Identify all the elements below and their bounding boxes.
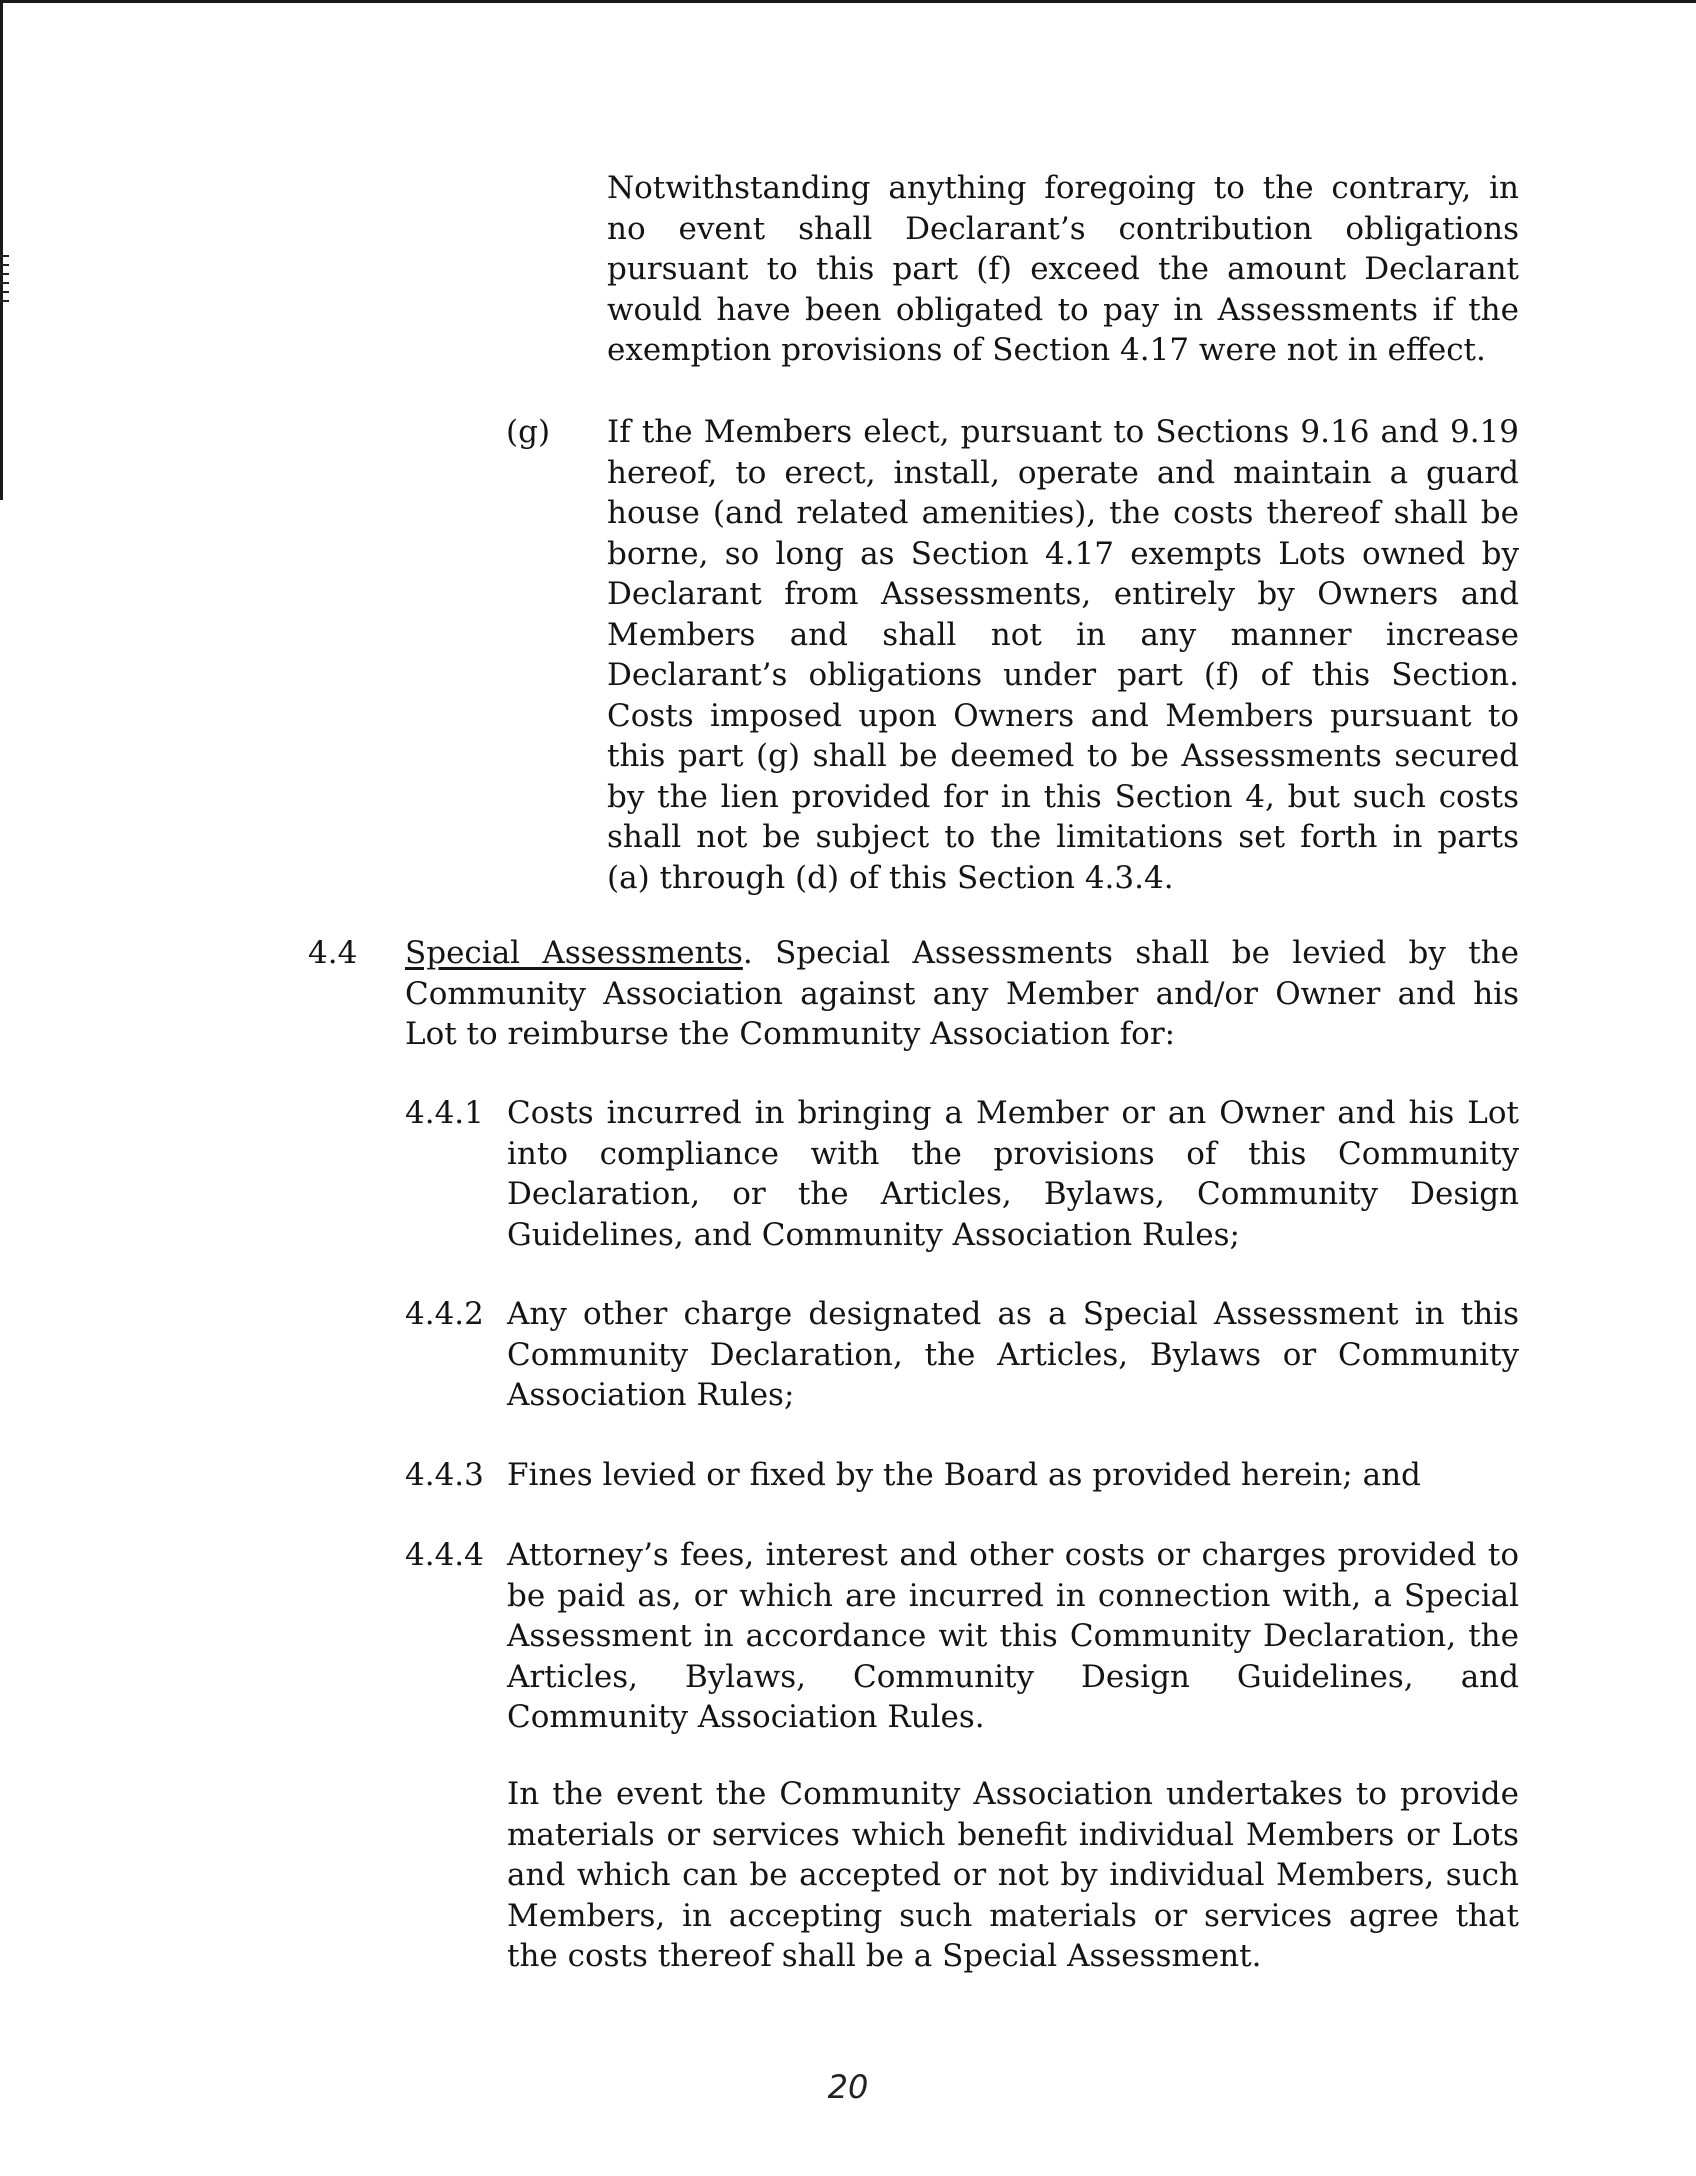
section-4-4-text: Special Assessments shall be levied by the Community Association against any Member and/or Owner and his Lot to reimburse the Community Association for: — [405, 935, 1519, 1052]
item-g-text: If the Members elect, pursuant to Sections 9.16 and 9.19 hereof, to erect, install, operate and maintain a guard house (and related amenities), the costs thereof shall be borne, so long as Section 4.17 exempts Lots owned by Declarant from Assessments, entirely by Owners and Members and shall not in any manner increase Declarant’s obligations under part (f) of this Section. Costs imposed upon Owners and Members pursuant to this part (g) shall be deemed to be Assessments secured by the lien provided for in this Section 4, but such costs shall not be subject to the limitations set forth in parts (a) through (d) of this Section 4.3.4. — [607, 414, 1519, 896]
subsection-4-4-3-number: 4.4.3 — [405, 1457, 484, 1493]
scan-border-left — [0, 0, 3, 500]
paragraph-f-continuation: Notwithstanding anything foregoing to the contrary, in no event shall Declarant’s contribution obligations pursuant to this part (f) exceed the amount Declarant would have been obligated to pay in Assessments if the exemption provisions of Section 4.17 were not in effect. — [607, 170, 1519, 368]
closing-paragraph: In the event the Community Association undertakes to provide materials or services which benefit individual Members or Lots and which can be accepted or not by individual Members, such Members, in accepting such materials or services agree that the costs thereof shall be a Special Assessment. — [507, 1776, 1519, 1974]
page-number: 20 — [827, 2068, 869, 2106]
subsection-4-4-1-number: 4.4.1 — [405, 1095, 484, 1131]
scan-edge-marks — [0, 255, 10, 365]
subsection-4-4-3-text: Fines levied or fixed by the Board as provided herein; and — [507, 1457, 1421, 1493]
item-g-label: (g) — [506, 414, 551, 450]
subsection-4-4-4-number: 4.4.4 — [405, 1537, 484, 1573]
section-4-4-number: 4.4 — [308, 935, 358, 971]
subsection-4-4-1-text: Costs incurred in bringing a Member or an Owner and his Lot into compliance with the provisions of this Community Declaration, or the Articles, Bylaws, Community Design Guidelines, and Community Association Rules; — [507, 1095, 1519, 1253]
subsection-4-4-2-number: 4.4.2 — [405, 1296, 484, 1332]
section-4-4-heading: Special Assessments — [405, 935, 743, 971]
subsection-4-4-4-text: Attorney’s fees, interest and other costs or charges provided to be paid as, or which are incurred in connection with, a Special Assessment in accordance wit this Community Declaration, the Articles, Bylaws, Community Design Guidelines, and Community Association Rules. — [507, 1537, 1519, 1735]
subsection-4-4-2-text: Any other charge designated as a Special Assessment in this Community Declaration, the Articles, Bylaws or Community Association Rules; — [507, 1296, 1519, 1413]
section-4-4-paragraph — [405, 933, 1519, 1055]
scan-border-top — [0, 0, 1696, 3]
section-4-4-heading-punct: . — [742, 935, 753, 971]
